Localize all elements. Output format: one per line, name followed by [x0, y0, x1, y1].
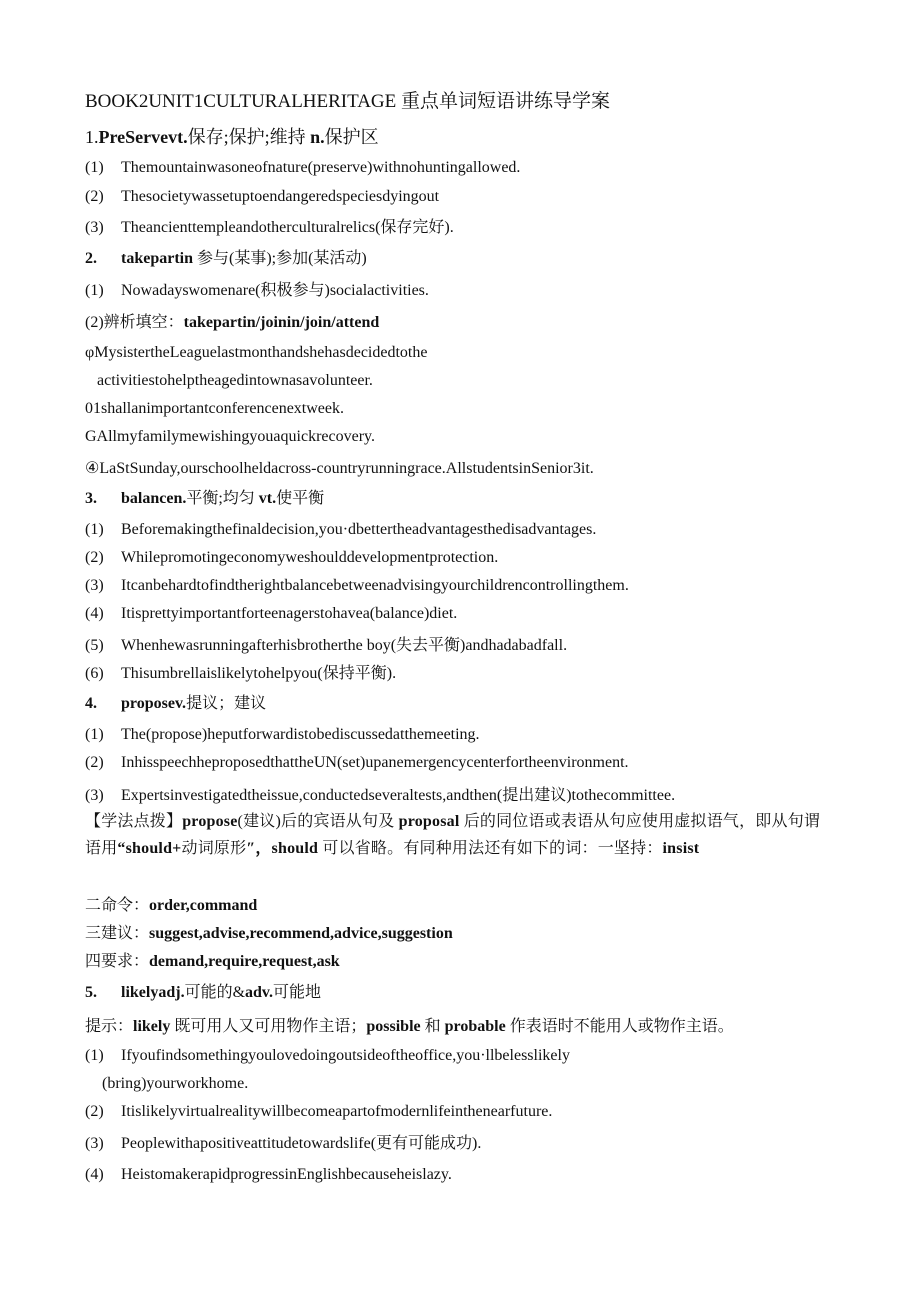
item-text: Nowadayswomenare(积极参与)socialactivities.: [121, 282, 429, 299]
headword: balancen.: [121, 490, 187, 507]
hint-line: [85, 1017, 734, 1037]
tip-text: (建议)后的宾语从句及: [237, 813, 399, 830]
exercise-line: [85, 664, 396, 684]
item-number: (2): [85, 1103, 104, 1120]
exercise-line: [85, 313, 379, 333]
exercise-line: [85, 1134, 481, 1154]
item-number: (2): [85, 549, 104, 566]
item-text: Thisumbrellaislikelytohelpyou(保持平衡).: [121, 665, 397, 682]
section-number: 5.: [85, 984, 97, 1001]
item-text: Beforemakingthefinaldecision,you·dbettertheadvantagesthedisadvantages.: [121, 521, 597, 538]
item-text: Thesocietywassetuptoendangeredspeciesdyingout: [121, 188, 440, 205]
keyword: probable: [444, 1018, 506, 1035]
item-text: Itcanbehardtofindtherightbalancebetweenadvisingyourchildrencontrollingthem.: [121, 577, 629, 594]
exercise-line: [85, 281, 429, 301]
headword: likelyadj.: [121, 984, 185, 1001]
item-text: Theancienttempleandotherculturalrelics(保存完好).: [121, 219, 454, 236]
word-list: takepartin/joinin/join/attend: [183, 314, 380, 331]
item-text: Itisprettyimportantforteenagerstohavea(balance)diet.: [121, 605, 458, 622]
word-list: demand,require,request,ask: [149, 953, 340, 970]
hint-text: 和: [420, 1018, 445, 1035]
tip-text: 可以省略。有同种用法还有如下的词：一坚持：: [318, 840, 663, 857]
meaning: 可能地: [273, 984, 322, 1001]
section-5-heading: [85, 983, 321, 1003]
keyword: ″，should: [246, 840, 319, 857]
item-lead: (2)辨析填空：: [85, 314, 184, 331]
item-text: Peoplewithapositiveattitudetowardslife(更有可能成功).: [121, 1135, 482, 1152]
part-of-speech: adv.: [245, 984, 274, 1001]
keyword: possible: [366, 1018, 421, 1035]
word-list: order,command: [149, 897, 258, 914]
exercise-line: [85, 753, 629, 773]
item-number: (2): [85, 754, 104, 771]
sub-exercise: φMysistertheLeaguelastmonthandshehasdecidedtothe: [85, 344, 428, 361]
meaning: 保护区: [324, 127, 379, 147]
headword: takepartin: [121, 250, 193, 267]
item-number: (4): [85, 1166, 104, 1183]
meaning: 可能的&: [184, 984, 246, 1001]
part-of-speech: vt.: [258, 490, 277, 507]
exercise-line: [85, 187, 439, 207]
section-2-heading: [85, 249, 367, 269]
item-text: Whilepromotingeconomyweshoulddevelopmentprotection.: [121, 549, 499, 566]
group-label: 二命令：: [85, 897, 150, 914]
exercise-line: [85, 1102, 552, 1122]
exercise-line: [85, 786, 675, 806]
item-number: (1): [85, 726, 104, 743]
keyword: “should+: [117, 840, 182, 857]
exercise-line: [85, 548, 498, 568]
exercise-line: [85, 725, 480, 745]
headword: PreServevt.: [98, 127, 188, 147]
hint-label: 提示：: [85, 1018, 134, 1035]
page-title: BOOK2UNIT1CULTURALHERITAGE 重点单词短语讲练导学案: [85, 91, 611, 112]
exercise-line-continued: (bring)yourworkhome.: [102, 1075, 249, 1092]
item-number: (2): [85, 188, 104, 205]
item-number: (3): [85, 787, 104, 804]
meaning: 使平衡: [276, 490, 325, 507]
section-1-heading: [85, 127, 379, 147]
sub-exercise: 01shallanimportantconferencenextweek.: [85, 400, 344, 417]
exercise-line: [85, 520, 596, 540]
item-text: Ifyoufindsomethingyoulovedoingoutsideoftheoffice,you·llbelesslikely: [121, 1047, 570, 1064]
item-number: (1): [85, 521, 104, 538]
item-number: (1): [85, 282, 104, 299]
group-label: 四要求：: [85, 953, 150, 970]
section-number: 2.: [85, 250, 97, 267]
exercise-line: [85, 1046, 570, 1066]
item-number: (1): [85, 1047, 104, 1064]
part-of-speech: n.: [310, 127, 325, 147]
exercise-line: [85, 576, 629, 596]
headword: proposev.: [121, 695, 187, 712]
section-number: 3.: [85, 490, 97, 507]
meaning: 参与(某事);参加(某活动): [193, 250, 367, 267]
section-number: 1.: [85, 127, 99, 147]
keyword: insist: [662, 840, 700, 857]
sub-exercise: GAllmyfamilymewishingyouaquickrecovery.: [85, 428, 375, 445]
item-text: The(propose)heputforwardistobediscussedatthemeeting.: [121, 726, 480, 743]
meaning: 提议；建议: [186, 695, 267, 712]
keyword: propose: [182, 813, 238, 830]
tip-text: 后的同位语或表语从句应使用虚拟语气，即从句谓语用: [85, 813, 821, 857]
item-number: (6): [85, 665, 104, 682]
exercise-line: [85, 218, 454, 238]
section-4-heading: [85, 694, 266, 714]
exercise-line: [85, 604, 457, 624]
hint-text: 作表语时不能用人或物作主语。: [505, 1018, 734, 1035]
sub-exercise: activitiestohelptheagedintownasavolunteer.: [97, 372, 373, 389]
section-3-heading: [85, 489, 324, 509]
item-number: (3): [85, 1135, 104, 1152]
word-list: suggest,advise,recommend,advice,suggestion: [149, 925, 453, 942]
keyword: proposal: [398, 813, 460, 830]
item-number: (5): [85, 637, 104, 654]
group-label: 三建议：: [85, 925, 150, 942]
exercise-line: [85, 636, 567, 656]
item-text: Expertsinvestigatedtheissue,conductedseveraltests,andthen(提出建议)tothecommittee.: [121, 787, 676, 804]
meaning: 平衡;均匀: [186, 490, 259, 507]
sub-exercise: ④LaStSunday,ourschoolheldacross-countryrunningrace.AllstudentsinSenior3it.: [85, 460, 594, 477]
item-text: Itislikelyvirtualrealitywillbecomeapartofmodernlifeinthenearfuture.: [121, 1103, 553, 1120]
keyword: likely: [133, 1018, 171, 1035]
hint-text: 既可用人又可用物作主语；: [170, 1018, 367, 1035]
item-number: (3): [85, 219, 104, 236]
item-text: HeistomakerapidprogressinEnglishbecauseheislazy.: [121, 1166, 452, 1183]
item-text: InhisspeechheproposedthattheUN(set)upanemergencycenterfortheenvironment.: [121, 754, 629, 771]
exercise-line: [85, 158, 520, 178]
grammar-tip: [85, 808, 825, 862]
word-group-line: [85, 896, 257, 916]
tip-text: 动词原形: [181, 840, 247, 857]
item-number: (1): [85, 159, 104, 176]
item-text: Themountainwasoneofnature(preserve)withnohuntingallowed.: [121, 159, 521, 176]
section-number: 4.: [85, 695, 97, 712]
exercise-line: [85, 1165, 452, 1185]
word-group-line: [85, 924, 453, 944]
meaning: 保存;保护;维持: [187, 127, 311, 147]
item-number: (3): [85, 577, 104, 594]
tip-label: 【学法点拨】: [85, 813, 183, 830]
item-number: (4): [85, 605, 104, 622]
word-group-line: [85, 952, 340, 972]
item-text: Whenhewasrunningafterhisbrotherthe boy(失去平衡)andhadabadfall.: [121, 637, 568, 654]
